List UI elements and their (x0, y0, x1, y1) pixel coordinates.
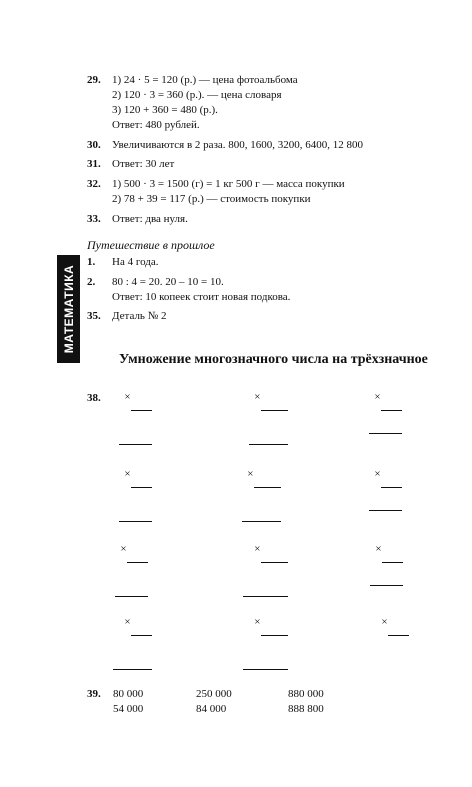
section-heading: Умножение многозначного числа на трёхзначное (119, 352, 428, 367)
item-number: 1. (87, 256, 96, 268)
underline (243, 596, 288, 597)
item-number-38: 38. (87, 392, 101, 404)
underline (115, 596, 148, 597)
item-line: Ответ: два нуля. (112, 213, 188, 225)
item-number: 31. (87, 158, 101, 170)
times-sign: × (381, 616, 388, 628)
item-number: 2. (87, 276, 96, 288)
item-line: Ответ: 30 лет (112, 158, 175, 170)
times-sign: × (124, 391, 131, 403)
answer-value: 84 000 (196, 703, 227, 715)
times-sign: × (247, 468, 254, 480)
underline (382, 562, 403, 563)
underline (370, 585, 403, 586)
item-line: Ответ: 480 рублей. (112, 119, 200, 131)
underline (119, 444, 152, 445)
times-sign: × (254, 616, 261, 628)
times-sign: × (124, 468, 131, 480)
side-tab (57, 255, 80, 363)
side-tab-label: МАТЕМАТИКА (61, 264, 76, 354)
subsection-title: Путешествие в прошлое (87, 238, 215, 252)
underline (261, 562, 288, 563)
item-line: На 4 года. (112, 256, 159, 268)
underline (381, 410, 402, 411)
underline (127, 562, 148, 563)
item-number: 33. (87, 213, 101, 225)
underline (261, 635, 288, 636)
item-line: 2) 120 · 3 = 360 (р.). — цена словаря (112, 89, 282, 101)
underline (119, 521, 152, 522)
answer-value: 880 000 (288, 688, 324, 700)
underline (242, 521, 281, 522)
item-number-39: 39. (87, 688, 101, 700)
item-line: Увеличиваются в 2 раза. 800, 1600, 3200, 6400, 12 800 (112, 139, 364, 151)
underline (249, 444, 288, 445)
times-sign: × (374, 468, 381, 480)
item-number: 29. (87, 74, 101, 86)
times-sign: × (120, 543, 127, 555)
underline (369, 510, 402, 511)
item-number: 30. (87, 139, 101, 151)
item-line: Деталь № 2 (112, 310, 167, 322)
item-line: Ответ: 10 копеек стоит новая подкова. (112, 291, 291, 303)
underline (388, 635, 409, 636)
item-line: 2) 78 + 39 = 117 (р.) — стоимость покупки (112, 193, 311, 205)
answer-value: 80 000 (113, 688, 144, 700)
times-sign: × (375, 543, 382, 555)
underline (254, 487, 281, 488)
underline (243, 669, 288, 670)
item-number: 32. (87, 178, 101, 190)
underline (131, 635, 152, 636)
underline (369, 433, 402, 434)
underline (381, 487, 402, 488)
underline (261, 410, 288, 411)
answer-value: 888 800 (288, 703, 324, 715)
times-sign: × (374, 391, 381, 403)
item-number: 35. (87, 310, 101, 322)
times-sign: × (254, 543, 261, 555)
item-line: 1) 500 · 3 = 1500 (г) = 1 кг 500 г — масса покупки (112, 178, 345, 190)
answer-value: 54 000 (113, 703, 144, 715)
underline (131, 410, 152, 411)
item-line: 3) 120 + 360 = 480 (р.). (112, 104, 218, 116)
item-line: 80 : 4 = 20. 20 – 10 = 10. (112, 276, 224, 288)
answer-value: 250 000 (196, 688, 232, 700)
times-sign: × (124, 616, 131, 628)
times-sign: × (254, 391, 261, 403)
item-line: 1) 24 · 5 = 120 (р.) — цена фотоальбома (112, 74, 298, 86)
underline (113, 669, 152, 670)
underline (131, 487, 152, 488)
